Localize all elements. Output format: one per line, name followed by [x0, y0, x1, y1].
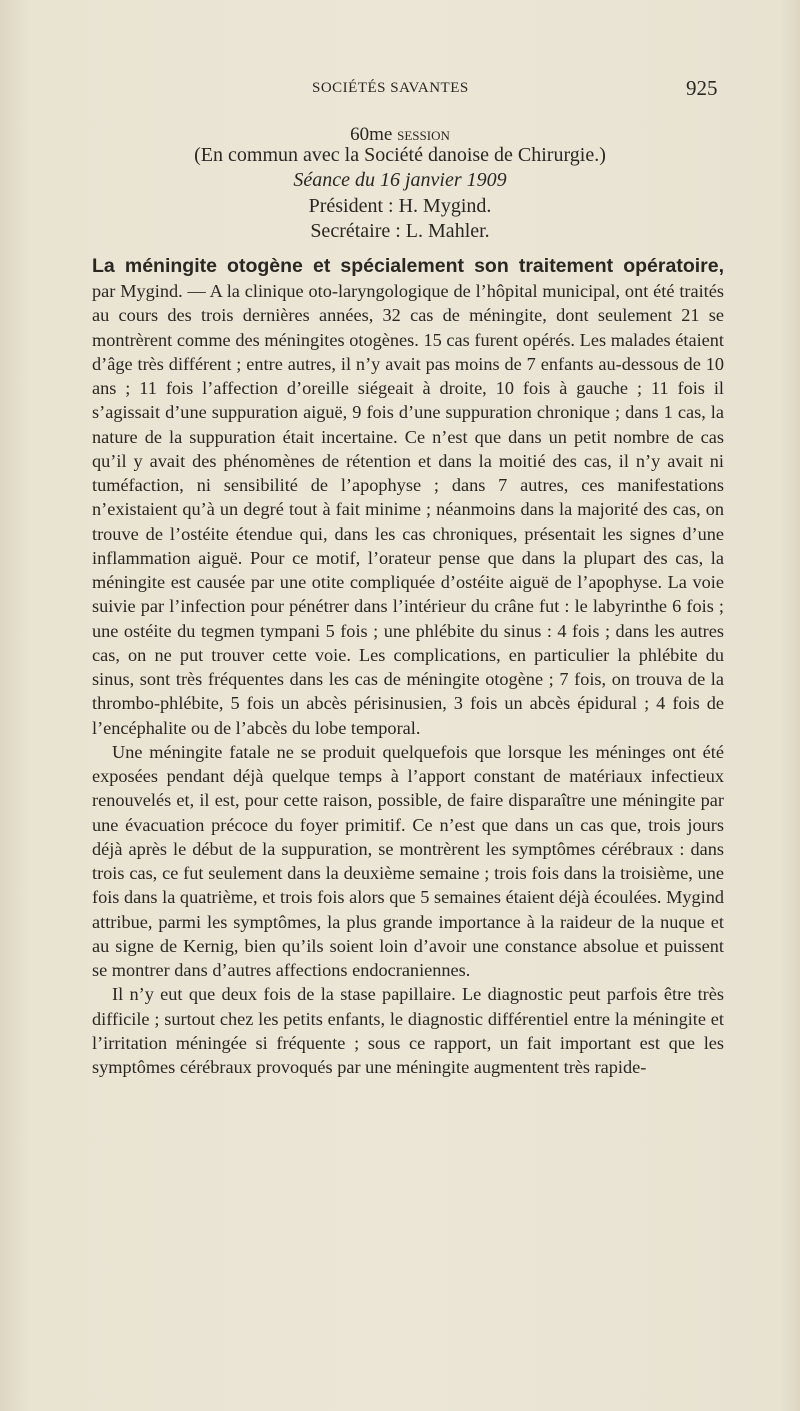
article-body: [92, 253, 724, 1079]
session-number: 60me: [350, 124, 393, 145]
session-president: Président : H. Mygind.: [308, 195, 492, 217]
paragraph-3: Il n’y eut que deux fois de la stase papillaire. Le diagnostic peut parfois être très difficile ; surtout chez les petits enfants, le diagnostic différentiel entre la méningite et l’irritation méningée si fréquente ; sous ce rapport, un fait important est que les symptômes cérébraux provoqués par une méningite augmentent très rapide-: [92, 984, 724, 1077]
page-header: [0, 76, 800, 102]
article-title: La méningite otogène et spécialement son traitement opératoire,: [92, 255, 724, 277]
session-heading: [0, 124, 800, 146]
session-label: session: [397, 124, 450, 145]
session-common: (En commun avec la Société danoise de Chirurgie.): [194, 144, 606, 166]
running-head: SOCIÉTÉS SAVANTES: [312, 80, 469, 96]
page-number: 925: [686, 76, 718, 100]
paragraph-1: par Mygind. — A la clinique oto-laryngologique de l’hôpital municipal, ont été traités au cours des trois dernières années, 32 cas de méningite, dont seulement 21 se montrèrent comme des méningites otogènes. 15 cas furent opérés. Les malades étaient d’âge très différent ; entre autres, il n’y avait pas moins de 7 enfants au-dessous de 10 ans ; 11 fois l’affection d’oreille siégeait à droite, 10 fois à gauche ; 11 fois il s’agissait d’une suppuration aiguë, 9 fois d’une suppuration chronique ; dans 1 cas, la nature de la suppuration était incertaine. Ce n’est que dans un petit nombre de cas qu’il y avait des phénomènes de rétention et dans la moitié des cas, il n’y avait ni tuméfaction, ni sensibilité de l’apophyse ; dans 7 autres, ces manifestations n’existaient qu’à un degré tout à fait minime ; néanmoins dans la majorité des cas, on trouve de l’ostéite étendue qui, dans les cas chroniques, présentait les signes d’une inflammation aiguë. Pour ce motif, l’orateur pense que dans la plupart des cas, la méningite est causée par une otite compliquée d’ostéite aiguë de l’apophyse. La voie suivie par l’infection pour pénétrer dans l’intérieur du crâne fut : le labyrinthe 6 fois ; une ostéite du tegmen tympani 5 fois ; une phlébite du sinus : 4 fois ; dans les autres cas, on ne put trouver cette voie. Les complications, en particulier la phlébite du sinus, sont très fréquentes dans les cas de méningite otogène ; 7 fois, on trouva de la thrombo-phlébite, 5 fois un abcès périsinusien, 3 fois un abcès épidural ; 4 fois de l’encéphalite ou de l’abcès du lobe temporal.: [92, 281, 724, 738]
session-secretary: Secrétaire : L. Mahler.: [310, 220, 490, 242]
session-date: Séance du 16 janvier 1909: [293, 169, 507, 191]
paragraph-2: Une méningite fatale ne se produit quelquefois que lorsque les méninges ont été exposées pendant déjà quelque temps à l’apport constant de matériaux infectieux renouvelés et, il est, pour cette raison, possible, de faire disparaître une méningite par une évacuation précoce du foyer primitif. Ce n’est que dans un cas que, trois jours déjà après le début de la suppuration, se montrèrent les symptômes cérébraux : dans trois cas, ce fut seulement dans la deuxième semaine ; trois fois dans la troisième, une fois dans la quatrième, et trois fois alors que 5 semaines étaient déjà écoulées. Mygind attribue, parmi les symptômes, la plus grande importance à la raideur de la nuque et au signe de Kernig, bien qu’ils soient loin d’avoir une constance absolue et puissent se montrer dans d’autres affections endocraniennes.: [92, 741, 724, 980]
